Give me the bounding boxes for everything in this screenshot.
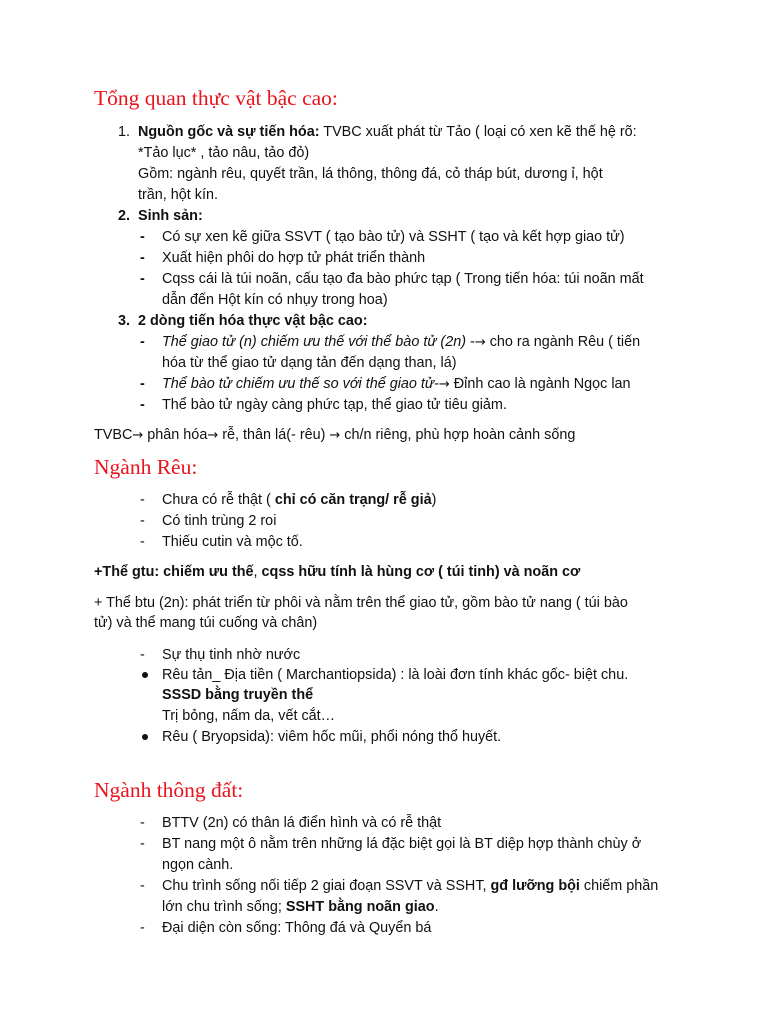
italic-text: Thể giao tử (n) chiếm ưu thế với thể bào tử (2n): [162, 334, 467, 350]
list-item: [162, 490, 436, 510]
summary-text: phân hóa: [143, 427, 208, 443]
plain-text: .: [434, 899, 439, 915]
list-number: 1.: [117, 124, 130, 140]
list-item-continued: [162, 897, 439, 917]
dash-marker: -: [140, 920, 145, 936]
item-text-line: trần, hột kín.: [138, 187, 218, 203]
bullet-icon: [142, 734, 148, 740]
bold-text: +Thể gtu: chiếm ưu thế: [94, 564, 254, 580]
dash-marker: -: [140, 376, 145, 392]
summary-text: rễ, thân lá(- rêu): [218, 427, 330, 443]
heading-overview: Tổng quan thực vật bậc cao:: [94, 86, 338, 110]
list-item-continued: dẫn đến Hột kín có nhụy trong hoa): [162, 292, 388, 308]
plain-text: Đỉnh cao là ngành Ngọc lan: [449, 376, 631, 392]
list-item: Sự thụ tinh nhờ nước: [162, 647, 301, 663]
list-item: Thể bào tử ngày càng phức tạp, thể giao tử tiêu giảm.: [162, 397, 507, 413]
list-item: Có sự xen kẽ giữa SSVT ( tạo bào tử) và SSHT ( tạo và kết hợp giao tử): [162, 229, 625, 245]
item-title: Sinh sản:: [138, 208, 203, 224]
summary-line: [94, 425, 575, 446]
list-item: Xuất hiện phôi do hợp tử phát triển thành: [162, 250, 426, 266]
dash-marker: -: [140, 334, 145, 350]
bullet-icon: [142, 672, 148, 678]
dash-marker: -: [140, 492, 145, 508]
list-item: Cqss cái là túi noãn, cấu tạo đa bào phức tạp ( Trong tiến hóa: túi noãn mất: [162, 271, 644, 287]
dash-marker: -: [140, 229, 145, 245]
list-item: [162, 876, 658, 896]
arrow-icon: →: [474, 335, 486, 350]
plain-text: lớn chu trình sống;: [162, 899, 286, 915]
dash-marker: -: [140, 647, 145, 663]
heading-moss: Ngành Rêu:: [94, 455, 198, 479]
list-item: Có tinh trùng 2 roi: [162, 513, 277, 529]
dash-marker: -: [140, 815, 145, 831]
list-item-origin: [138, 122, 637, 142]
bold-text: gđ lưỡng bội: [490, 878, 580, 894]
plain-text: ,: [253, 564, 262, 580]
italic-text: Thể bào tử chiếm ưu thế so với thể giao tử-: [162, 376, 439, 392]
bold-text: chỉ có căn trạng/ rễ giả: [274, 492, 432, 508]
dash-marker: -: [140, 271, 145, 287]
arrow-icon: →: [438, 377, 450, 392]
list-item-continued: SSSD bằng truyền thể: [162, 687, 314, 703]
summary-text: TVBC: [94, 427, 133, 443]
plain-text: cho ra ngành Rêu ( tiến: [485, 334, 641, 350]
item-title: Nguồn gốc và sự tiến hóa:: [138, 124, 320, 140]
summary-text: ch/n riêng, phù hợp hoàn cảnh sống: [340, 427, 576, 443]
list-number: 2.: [117, 208, 130, 224]
arrow-icon: →: [132, 428, 144, 443]
item-text: TVBC xuất phát từ Tảo ( loại có xen kẽ thế hệ rõ:: [323, 124, 637, 140]
arrow-icon: →: [207, 428, 219, 443]
list-item: Đại diện còn sống: Thông đá và Quyển bá: [162, 920, 432, 936]
plain-text: Chu trình sống nối tiếp 2 giai đoạn SSVT và SSHT,: [162, 878, 491, 894]
list-item: Thiếu cutin và mộc tố.: [162, 534, 303, 550]
sporophyte-line: + Thể btu (2n): phát triển từ phôi và nằm trên thể giao tử, gồm bào tử nang ( túi bào: [94, 595, 628, 611]
dash-marker: -: [140, 534, 145, 550]
list-item: [162, 374, 631, 395]
list-item: [162, 332, 640, 353]
list-item: BT nang một ô nằm trên những lá đặc biệt gọi là BT diệp hợp thành chùy ở: [162, 836, 642, 852]
item-text-line: *Tảo lục* , tảo nâu, tảo đỏ): [138, 145, 310, 161]
dash-marker: -: [140, 250, 145, 266]
list-item-continued: Trị bỏng, nấm da, vết cắt…: [162, 708, 336, 724]
dash-text: -: [466, 334, 475, 350]
plain-text: Chưa có rễ thật (: [162, 492, 275, 508]
heading-lycophytes: Ngành thông đất:: [94, 778, 244, 802]
dash-marker: -: [140, 397, 145, 413]
bold-text: SSHT bằng noãn giao: [285, 899, 435, 915]
plain-text: chiếm phần: [579, 878, 659, 894]
dash-marker: -: [140, 878, 145, 894]
list-item-continued: ngọn cành.: [162, 857, 234, 873]
sporophyte-line: tử) và thể mang túi cuống và chân): [94, 615, 318, 631]
arrow-icon: →: [329, 428, 341, 443]
list-item: Rêu ( Bryopsida): viêm hốc mũi, phổi nóng thổ huyết.: [162, 729, 502, 745]
dash-marker: -: [140, 836, 145, 852]
item-text-line: Gồm: ngành rêu, quyết trần, lá thông, thông đá, cỏ tháp bút, dương ỉ, hột: [138, 166, 603, 182]
dash-marker: -: [140, 513, 145, 529]
item-title: 2 dòng tiến hóa thực vật bậc cao:: [138, 313, 368, 329]
bold-text: cqss hữu tính là hùng cơ ( túi tinh) và noãn cơ: [261, 564, 581, 580]
list-number: 3.: [117, 313, 130, 329]
list-item-continued: hóa từ thể giao tử dạng tản đến dạng than, lá): [162, 355, 457, 371]
list-item: BTTV (2n) có thân lá điển hình và có rễ thật: [162, 815, 442, 831]
list-item: Rêu tản_ Địa tiền ( Marchantiopsida) : là loài đơn tính khác gốc- biệt chu.: [162, 667, 629, 683]
gametophyte-line: [94, 562, 580, 582]
plain-text: ): [431, 492, 437, 508]
